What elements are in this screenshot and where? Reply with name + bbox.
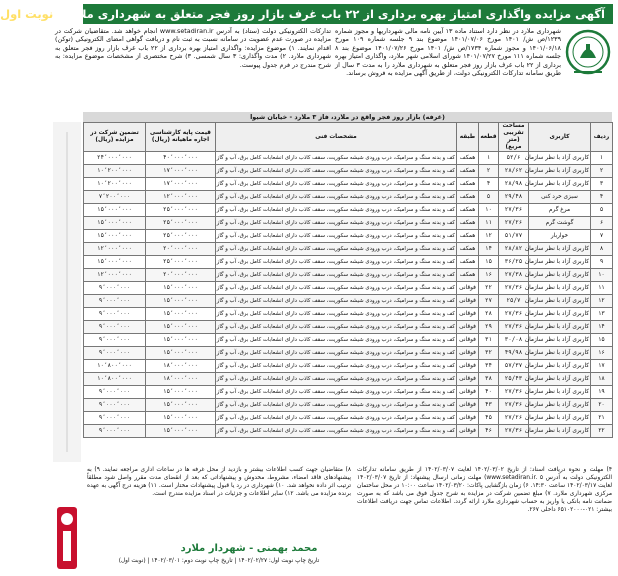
row-no: ۱۹: [591, 386, 613, 399]
row-spec: کف و بدنه سنگ و سرامیک، درب ورودی شیشه سکوریت، سقف کاذب دارای انشعابات کامل برق، آب و گاز: [216, 308, 457, 321]
row-no: ۱۲: [591, 295, 613, 308]
row-rent: ۱۵٬۰۰۰٬۰۰۰: [146, 399, 216, 412]
row-deposit: ۹٬۰۰۰٬۰۰۰: [84, 282, 146, 295]
row-spec: کف و بدنه سنگ و سرامیک، درب ورودی شیشه سکوریت، سقف کاذب دارای انشعابات کامل برق، آب و گاز: [216, 204, 457, 217]
table-row: [84, 321, 613, 334]
row-area: ۲۷/۳۶: [499, 204, 529, 217]
table-row: [84, 243, 613, 256]
col-header-lot: قطعه: [479, 123, 499, 152]
row-rent: ۴۰٬۰۰۰٬۰۰۰: [146, 152, 216, 165]
row-spec: کف و بدنه سنگ و سرامیک، درب ورودی شیشه سکوریت، سقف کاذب دارای انشعابات کامل برق، آب و گاز: [216, 321, 457, 334]
col-header-spec: مشخصات فنی: [216, 123, 457, 152]
row-deposit: ۱۵٬۰۰۰٬۰۰۰: [84, 217, 146, 230]
row-floor: همکف: [457, 204, 479, 217]
table-row: [84, 269, 613, 282]
row-lot: ۱۰: [479, 204, 499, 217]
row-rent: ۱۷٬۰۰۰٬۰۰۰: [146, 178, 216, 191]
row-deposit: ۹٬۰۰۰٬۰۰۰: [84, 425, 146, 438]
title-text: آگهی مزایده واگذاری امتیاز بهره برداری از ۲۲ باب غرف بازار روز فجر متعلق به شهرداری ملارد: [65, 7, 605, 21]
row-spec: کف و بدنه سنگ و سرامیک، درب ورودی شیشه سکوریت، سقف کاذب دارای انشعابات کامل برق، آب و گاز: [216, 334, 457, 347]
row-no: ۹: [591, 256, 613, 269]
row-no: ۲۲: [591, 425, 613, 438]
row-spec: کف و بدنه سنگ و سرامیک، درب ورودی شیشه سکوریت، سقف کاذب دارای انشعابات کامل برق، آب و گاز: [216, 269, 457, 282]
row-area: ۲۸/۹۸: [499, 178, 529, 191]
row-no: ۸: [591, 243, 613, 256]
row-floor: همکف: [457, 256, 479, 269]
row-spec: کف و بدنه سنگ و سرامیک، درب ورودی شیشه سکوریت، سقف کاذب دارای انشعابات کامل برق، آب و گاز: [216, 217, 457, 230]
row-floor: فوقانی: [457, 321, 479, 334]
row-area: ۲۵/۴۳: [499, 373, 529, 386]
row-area: ۳۶/۲۵: [499, 256, 529, 269]
row-area: ۲۷/۳۶: [499, 308, 529, 321]
row-lot: ۲۲: [479, 282, 499, 295]
row-rent: ۲۵٬۰۰۰٬۰۰۰: [146, 217, 216, 230]
row-use: کاربری آزاد با نظر سازمان: [529, 321, 591, 334]
row-use: کاربری آزاد با نظر سازمان: [529, 256, 591, 269]
table-row: [84, 204, 613, 217]
row-spec: کف و بدنه سنگ و سرامیک، درب ورودی شیشه سکوریت، سقف کاذب دارای انشعابات کامل برق، آب و گاز: [216, 399, 457, 412]
row-rent: ۱۵٬۰۰۰٬۰۰۰: [146, 282, 216, 295]
announcement-title: آگهی مزایده واگذاری امتیاز بهره برداری از ۲۲ باب غرف بازار روز فجر متعلق به شهرداری ملارد | نوبت اول: [83, 4, 613, 24]
row-no: ۱۳: [591, 308, 613, 321]
publisher-logo-icon: [53, 505, 81, 571]
row-area: ۲۷/۲۶: [499, 217, 529, 230]
row-spec: کف و بدنه سنگ و سرامیک، درب ورودی شیشه سکوریت، سقف کاذب دارای انشعابات کامل برق، آب و گاز: [216, 295, 457, 308]
row-area: ۲۵/۷: [499, 295, 529, 308]
row-area: ۲۹/۴۸: [499, 191, 529, 204]
row-lot: ۱۴: [479, 243, 499, 256]
row-use: مرغ گرم: [529, 204, 591, 217]
row-no: ۶: [591, 217, 613, 230]
row-floor: فوقانی: [457, 334, 479, 347]
side-decoration: [53, 122, 81, 462]
row-rent: ۲۰٬۰۰۰٬۰۰۰: [146, 269, 216, 282]
row-area: ۲۷/۲۶: [499, 412, 529, 425]
row-lot: ۴: [479, 178, 499, 191]
municipality-emblem-icon: [564, 28, 612, 80]
row-floor: همکف: [457, 165, 479, 178]
row-no: ۲۰: [591, 399, 613, 412]
row-no: ۳: [591, 178, 613, 191]
row-lot: ۳۱: [479, 334, 499, 347]
row-floor: همکف: [457, 217, 479, 230]
row-spec: کف و بدنه سنگ و سرامیک، درب ورودی شیشه سکوریت، سقف کاذب دارای انشعابات کامل برق، آب و گاز: [216, 425, 457, 438]
row-rent: ۱۵٬۰۰۰٬۰۰۰: [146, 321, 216, 334]
row-deposit: ۲۴٬۰۰۰٬۰۰۰: [84, 152, 146, 165]
table-row: [84, 425, 613, 438]
row-lot: ۵: [479, 191, 499, 204]
row-area: ۲۷/۳۸: [499, 269, 529, 282]
row-rent: ۱۸٬۰۰۰٬۰۰۰: [146, 373, 216, 386]
row-spec: کف و بدنه سنگ و سرامیک، درب ورودی شیشه سکوریت، سقف کاذب دارای انشعابات کامل برق، آب و گاز: [216, 165, 457, 178]
terms-paragraph-right: ۴) مهلت و نحوه دریافت اسناد: از تاریخ ۱۴۰۲/۰۳/۰۲ لغایت ۱۴۰۲/۰۳/۰۷ از طریق سامانه تدارکات الکترونیکی دولت به آدرس www.setadiran.ir. ۵) مهلت زمانی ارسال پیشنهاد: از تاریخ ۱۴۰۲/۰۳/۰۷ لغایت ۱۴۰۲/۰۳/۱۷ ساعت ۱۴:۳۰. ۶) زمان بازگشایی پاکات: ۱۴۰۲/۰۳/۲۰ ساعت ۱۰:۰۰ در محل ساختمان مرکزی شهرداری ملارد. ۷) مبلغ تضمین شرکت در مزایده به شرح جدول فوق می باشد که به صورت ضمانت نامه بانکی یا واریز به حساب شهرداری ملارد ارائه گردد. اطلاعات تماس جهت دریافت اطلاعات بیشتر: ۰۲۱-۶۵۱۰۲۰۰۰ داخلی ۲۶۷.: [357, 467, 613, 513]
col-header-rent: قیمت پایه کارشناسی اجاره ماهیانه (ریال): [146, 123, 216, 152]
row-deposit: ۱۵٬۰۰۰٬۰۰۰: [84, 204, 146, 217]
row-area: ۲۸/۸۲: [499, 243, 529, 256]
table-row: [84, 386, 613, 399]
row-no: ۴: [591, 191, 613, 204]
row-floor: فوقانی: [457, 373, 479, 386]
table-row: [84, 256, 613, 269]
row-use: کاربری آزاد با نظر سازمان: [529, 295, 591, 308]
row-use: گوشت گرم: [529, 217, 591, 230]
row-spec: کف و بدنه سنگ و سرامیک، درب ورودی شیشه سکوریت، سقف کاذب دارای انشعابات کامل برق، آب و گاز: [216, 256, 457, 269]
row-use: کاربری آزاد با نظر سازمان: [529, 308, 591, 321]
table-row: [84, 191, 613, 204]
table-row: [84, 230, 613, 243]
row-rent: ۱۵٬۰۰۰٬۰۰۰: [146, 308, 216, 321]
row-deposit: ۹٬۰۰۰٬۰۰۰: [84, 334, 146, 347]
row-no: ۱: [591, 152, 613, 165]
row-no: ۱۶: [591, 347, 613, 360]
row-spec: کف و بدنه سنگ و سرامیک، درب ورودی شیشه سکوریت، سقف کاذب دارای انشعابات کامل برق، آب و گاز: [216, 412, 457, 425]
row-use: خواربار: [529, 230, 591, 243]
row-no: ۵: [591, 204, 613, 217]
row-floor: فوقانی: [457, 399, 479, 412]
row-area: ۲۷/۳۶: [499, 282, 529, 295]
table-header-row: [84, 123, 613, 152]
row-deposit: ۱۰٬۲۰۰٬۰۰۰: [84, 178, 146, 191]
intro-paragraph-right: شهرداری ملارد در نظر دارد استناد ماده ۱۳ آیین نامه مالی شهرداریها و مجوز شماره ۱۲۳۹/ص ش/ ۱۴۰۱ مورخ ۱۴۰۱/۰۷/۰۶ موضوع بند ۹ جلسه شماره ۱۰۹ مورخ ۱۴۰۱/۰۶/۱۸ و مجوز شماره ۱۷۳۴/ص ش/ ۱۴۰۱ مورخ ۱۴۰۱/۰۷/۲۶ موضوع بند ۸ جلسه شماره ۱۱۱ مورخ ۱۴۰۱/۰۷/۲۷ شورای اسلامی شهر ملارد، واگذاری امتیاز بهره برداری از ۲۲ باب غرف بازار روز فجر متعلق به شهرداری ملارد را به مدت ۳ سال از طریق سامانه تدارکات الکترونیکی دولت، از طریق آگهی مزایده به فروش برساند.: [335, 27, 562, 78]
row-rent: ۲۵٬۰۰۰٬۰۰۰: [146, 230, 216, 243]
row-use: کاربری آزاد با نظر سازمان: [529, 269, 591, 282]
row-rent: ۱۵٬۰۰۰٬۰۰۰: [146, 425, 216, 438]
row-rent: ۲۰٬۰۰۰٬۰۰۰: [146, 243, 216, 256]
row-spec: کف و بدنه سنگ و سرامیک، درب ورودی شیشه سکوریت، سقف کاذب دارای انشعابات کامل برق، آب و گاز: [216, 373, 457, 386]
row-rent: ۱۵٬۰۰۰٬۰۰۰: [146, 347, 216, 360]
row-no: ۱۷: [591, 360, 613, 373]
row-floor: فوقانی: [457, 425, 479, 438]
row-lot: ۳۸: [479, 373, 499, 386]
signature: محمد بهمنی - شهردار ملارد: [180, 543, 318, 554]
table-row: [84, 178, 613, 191]
row-rent: ۱۲٬۰۰۰٬۰۰۰: [146, 191, 216, 204]
col-header-no: ردیف: [591, 123, 613, 152]
row-spec: کف و بدنه سنگ و سرامیک، درب ورودی شیشه سکوریت، سقف کاذب دارای انشعابات کامل برق، آب و گاز: [216, 282, 457, 295]
row-rent: ۱۸٬۰۰۰٬۰۰۰: [146, 360, 216, 373]
row-deposit: ۱۵٬۰۰۰٬۰۰۰: [84, 256, 146, 269]
row-area: ۵۱/۷۷: [499, 230, 529, 243]
table-row: [84, 399, 613, 412]
row-floor: فوقانی: [457, 308, 479, 321]
auction-items-table: [83, 122, 613, 438]
table-row: [84, 308, 613, 321]
row-deposit: ۹٬۰۰۰٬۰۰۰: [84, 347, 146, 360]
row-no: ۱۸: [591, 373, 613, 386]
row-spec: کف و بدنه سنگ و سرامیک، درب ورودی شیشه سکوریت، سقف کاذب دارای انشعابات کامل برق، آب و گاز: [216, 178, 457, 191]
row-floor: همکف: [457, 230, 479, 243]
row-lot: ۱۶: [479, 269, 499, 282]
row-floor: همکف: [457, 191, 479, 204]
row-deposit: ۱۰٬۸۰۰٬۰۰۰: [84, 360, 146, 373]
row-spec: کف و بدنه سنگ و سرامیک، درب ورودی شیشه سکوریت، سقف کاذب دارای انشعابات کامل برق، آب و گاز: [216, 191, 457, 204]
row-use: کاربری آزاد با نظر سازمان: [529, 386, 591, 399]
row-lot: ۲: [479, 165, 499, 178]
row-no: ۲۱: [591, 412, 613, 425]
row-spec: کف و بدنه سنگ و سرامیک، درب ورودی شیشه سکوریت، سقف کاذب دارای انشعابات کامل برق، آب و گاز: [216, 360, 457, 373]
row-no: ۱۴: [591, 321, 613, 334]
row-deposit: ۹٬۰۰۰٬۰۰۰: [84, 399, 146, 412]
row-rent: ۱۵٬۰۰۰٬۰۰۰: [146, 334, 216, 347]
row-lot: ۴۶: [479, 425, 499, 438]
row-lot: ۱: [479, 152, 499, 165]
row-spec: کف و بدنه سنگ و سرامیک، درب ورودی شیشه سکوریت، سقف کاذب دارای انشعابات کامل برق، آب و گاز: [216, 386, 457, 399]
row-deposit: ۷٬۲۰۰٬۰۰۰: [84, 191, 146, 204]
row-floor: همکف: [457, 243, 479, 256]
row-no: ۷: [591, 230, 613, 243]
row-floor: فوقانی: [457, 282, 479, 295]
table-row: [84, 295, 613, 308]
row-use: کاربری آزاد با نظر سازمان: [529, 152, 591, 165]
row-use: کاربری آزاد با نظر سازمان: [529, 347, 591, 360]
row-use: کاربری آزاد با نظر سازمان: [529, 282, 591, 295]
row-spec: کف و بدنه سنگ و سرامیک، درب ورودی شیشه سکوریت، سقف کاذب دارای انشعابات کامل برق، آب و گاز: [216, 152, 457, 165]
row-floor: فوقانی: [457, 347, 479, 360]
row-deposit: ۱۲٬۰۰۰٬۰۰۰: [84, 243, 146, 256]
row-deposit: ۱۲٬۰۰۰٬۰۰۰: [84, 269, 146, 282]
row-rent: ۲۵٬۰۰۰٬۰۰۰: [146, 256, 216, 269]
row-deposit: ۱۵٬۰۰۰٬۰۰۰: [84, 230, 146, 243]
row-area: ۴۹/۹۸: [499, 347, 529, 360]
row-area: ۲۷/۳۶: [499, 386, 529, 399]
row-use: کاربری آزاد با نظر سازمان: [529, 373, 591, 386]
row-use: کاربری آزاد با نظر سازمان: [529, 399, 591, 412]
row-use: کاربری آزاد با نظر سازمان: [529, 334, 591, 347]
row-use: کاربری آزاد با نظر سازمان: [529, 243, 591, 256]
table-row: [84, 217, 613, 230]
row-deposit: ۹٬۰۰۰٬۰۰۰: [84, 308, 146, 321]
row-use: سبزی خرد کنی: [529, 191, 591, 204]
col-header-deposit: تضمین شرکت در مزایده (ریال): [84, 123, 146, 152]
row-lot: ۴۵: [479, 412, 499, 425]
row-area: ۲۷/۳۶: [499, 321, 529, 334]
row-deposit: ۱۰٬۸۰۰٬۰۰۰: [84, 373, 146, 386]
table-row: [84, 152, 613, 165]
row-no: ۱۵: [591, 334, 613, 347]
row-floor: همکف: [457, 269, 479, 282]
table-row: [84, 334, 613, 347]
row-deposit: ۱۰٬۲۰۰٬۰۰۰: [84, 165, 146, 178]
row-deposit: ۹٬۰۰۰٬۰۰۰: [84, 295, 146, 308]
col-header-floor: طبقه: [457, 123, 479, 152]
row-no: ۱۱: [591, 282, 613, 295]
row-floor: همکف: [457, 178, 479, 191]
row-area: ۲۷/۳۶: [499, 425, 529, 438]
table-row: [84, 165, 613, 178]
row-lot: ۴۳: [479, 399, 499, 412]
row-floor: فوقانی: [457, 295, 479, 308]
round-tag: نوبت اول: [0, 7, 54, 21]
row-rent: ۱۵٬۰۰۰٬۰۰۰: [146, 412, 216, 425]
row-use: کاربری آزاد با نظر سازمان: [529, 178, 591, 191]
col-header-area: مساحت تقریبی (متر مربع): [499, 123, 529, 152]
intro-paragraph-left: تدارکات الکترونیکی دولت (ستاد) به آدرس www.setadiran.ir انجام خواهد شد. متقاضیان شرکت در مزایده در صورت عدم عضویت در سامانه نسبت به ثبت نام و دریافت گواهی امضای الکترونیکی (توکن) اقدام نمایند. ۱) موضوع مزایده: واگذاری امتیاز بهره برداری از ۲۲ باب غرف بازار روز فجر متعلق به شهرداری ملارد. ۲) مدت واگذاری: ۳ سال شمسی. ۳) شرح مختصری از مشخصات موضوع مزایده: به شرح مندرج در فرم جدول پیوست.: [55, 27, 331, 69]
row-no: ۲: [591, 165, 613, 178]
row-rent: ۱۵٬۰۰۰٬۰۰۰: [146, 295, 216, 308]
row-deposit: ۹٬۰۰۰٬۰۰۰: [84, 412, 146, 425]
row-lot: ۲۹: [479, 321, 499, 334]
row-use: کاربری آزاد با نظر سازمان: [529, 412, 591, 425]
row-lot: ۴۰: [479, 386, 499, 399]
row-lot: ۱۱: [479, 217, 499, 230]
row-rent: ۲۵٬۰۰۰٬۰۰۰: [146, 204, 216, 217]
print-dates: تاریخ چاپ نوبت اول: ۱۴۰۲/۰۲/۲۷ | تاریخ چاپ نوبت دوم: ۱۴۰۲/۰۳/۰۱ | (نوبت اول): [118, 558, 320, 564]
row-lot: ۳۲: [479, 347, 499, 360]
row-spec: کف و بدنه سنگ و سرامیک، درب ورودی شیشه سکوریت، سقف کاذب دارای انشعابات کامل برق، آب و گاز: [216, 347, 457, 360]
row-lot: ۲۸: [479, 308, 499, 321]
row-deposit: ۹٬۰۰۰٬۰۰۰: [84, 321, 146, 334]
row-floor: فوقانی: [457, 386, 479, 399]
row-floor: همکف: [457, 152, 479, 165]
row-spec: کف و بدنه سنگ و سرامیک، درب ورودی شیشه سکوریت، سقف کاذب دارای انشعابات کامل برق، آب و گاز: [216, 230, 457, 243]
row-lot: ۱۵: [479, 256, 499, 269]
row-deposit: ۹٬۰۰۰٬۰۰۰: [84, 386, 146, 399]
row-area: ۲۸/۶۲: [499, 165, 529, 178]
row-use: کاربری آزاد با نظر سازمان: [529, 165, 591, 178]
row-rent: ۱۵٬۰۰۰٬۰۰۰: [146, 386, 216, 399]
row-rent: ۱۷٬۰۰۰٬۰۰۰: [146, 165, 216, 178]
row-lot: ۳۴: [479, 360, 499, 373]
table-row: [84, 282, 613, 295]
col-header-use: کاربری: [529, 123, 591, 152]
row-area: ۵۲/۶: [499, 152, 529, 165]
table-row: [84, 347, 613, 360]
row-spec: کف و بدنه سنگ و سرامیک، درب ورودی شیشه سکوریت، سقف کاذب دارای انشعابات کامل برق، آب و گاز: [216, 243, 457, 256]
row-area: ۲۷/۳۶: [499, 399, 529, 412]
row-lot: ۱۲: [479, 230, 499, 243]
row-use: کاربری آزاد با نظر سازمان: [529, 425, 591, 438]
row-use: کاربری آزاد با نظر سازمان: [529, 360, 591, 373]
row-area: ۳۰/۰۸: [499, 334, 529, 347]
terms-paragraph-left: ۸) متقاضیان جهت کسب اطلاعات بیشتر و بازدید از محل غرفه ها در ساعات اداری مراجعه نمایند. ۹) به پیشنهادهای فاقد امضاء، مشروط، مخدوش و پیشنهاداتی که بعد از انقضای مدت مقرر واصل شود مطلقاً ترتیب اثر داده نخواهد شد. ۱۰) شهرداری در رد یا قبول پیشنهادات مختار است. ۱۱) هزینه درج آگهی به عهده برنده مزایده می باشد. ۱۲) سایر اطلاعات و جزئیات در اسناد مزایده مندرج است.: [87, 467, 352, 497]
table-row: [84, 412, 613, 425]
row-no: ۱۰: [591, 269, 613, 282]
table-caption: (غرفه) بازار روز فجر واقع در ملارد، فاز ۳ ملارد - خیابان شیوا: [83, 112, 612, 122]
row-area: ۵۷/۳۷: [499, 360, 529, 373]
row-lot: ۲۷: [479, 295, 499, 308]
row-floor: فوقانی: [457, 412, 479, 425]
table-row: [84, 360, 613, 373]
row-floor: فوقانی: [457, 360, 479, 373]
table-row: [84, 373, 613, 386]
